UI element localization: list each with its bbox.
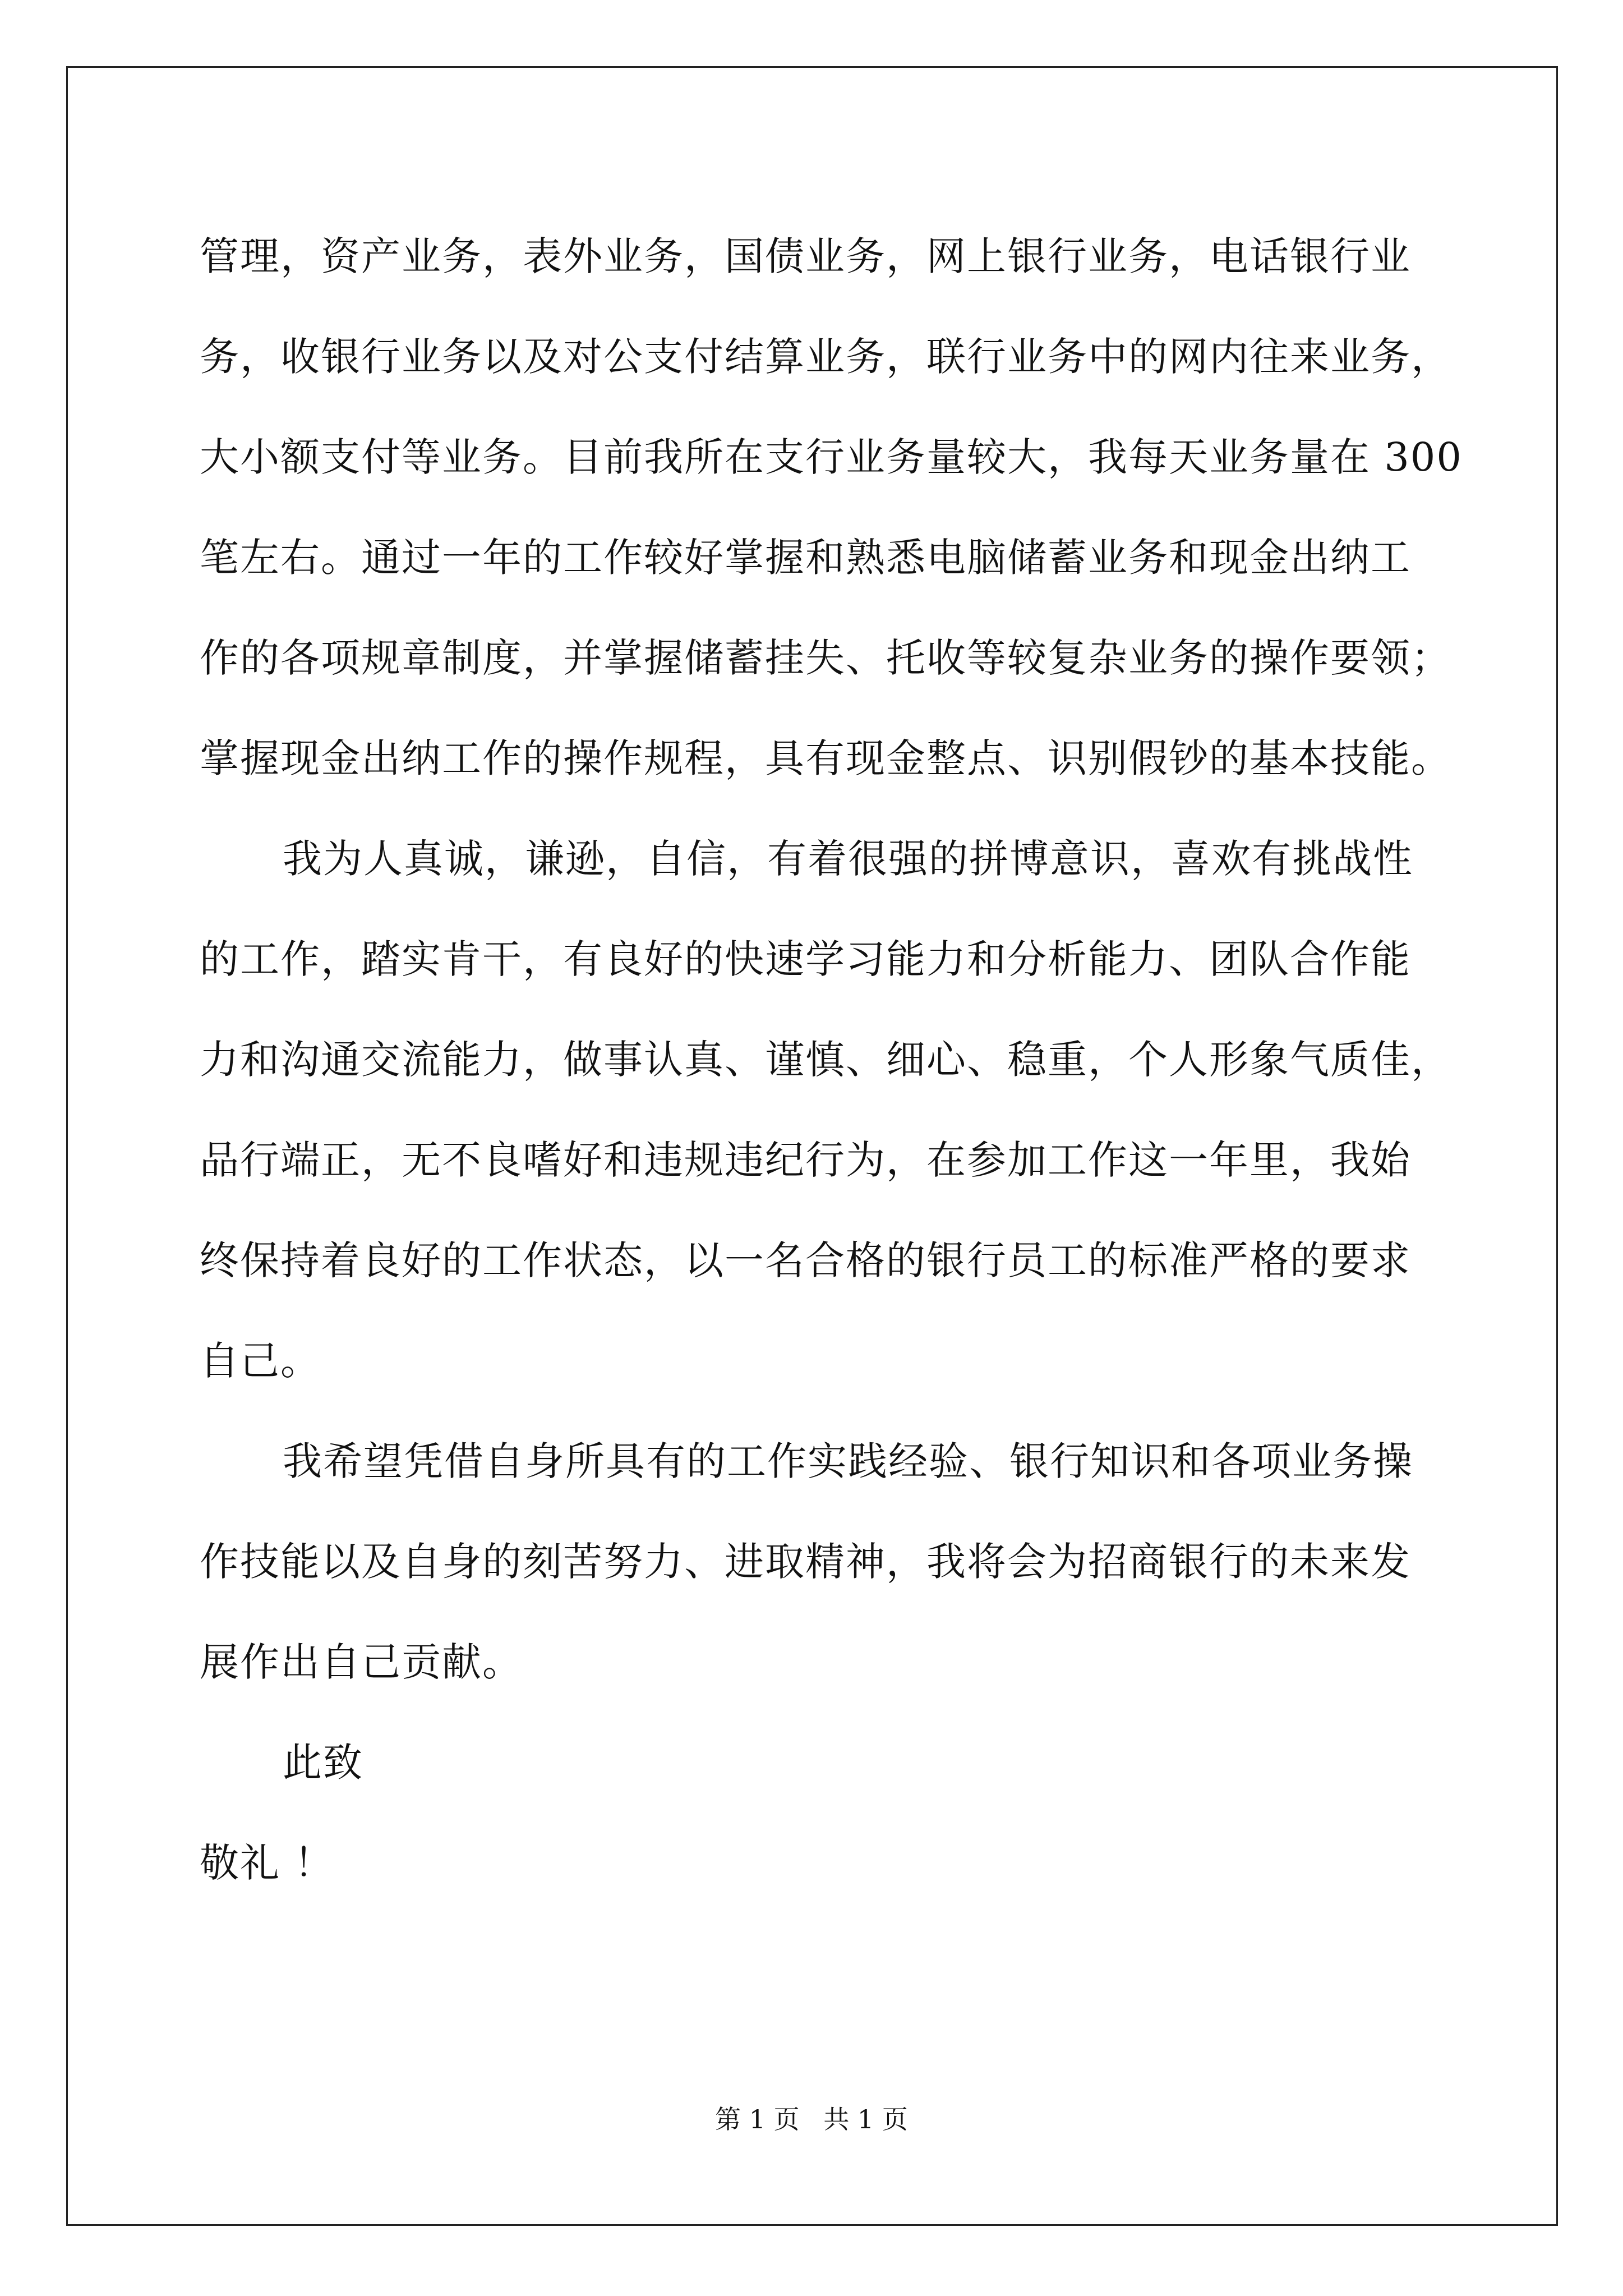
total-pages: 共 1 页 <box>823 2104 908 2134</box>
text-line: 管理，资产业务，表外业务，国债业务，网上银行业务，电话银行业 <box>200 233 1411 279</box>
closing-salutation: 此致 <box>283 1740 363 1786</box>
text-line: 务，收银行业务以及对公支付结算业务，联行业务中的网内往来业务， <box>200 334 1451 380</box>
text-line: 大小额支付等业务。目前我所在支行业务量较大，我每天业务量在 300 <box>200 434 1463 480</box>
paragraph-start-line: 我为人真诚，谦逊，自信，有着很强的拼博意识，喜欢有挑战性 <box>283 836 1413 882</box>
text-line: 终保持着良好的工作状态，以一名合格的银行员工的标准严格的要求 <box>200 1237 1411 1283</box>
text-line: 力和沟通交流能力，做事认真、谨慎、细心、稳重，个人形象气质佳， <box>200 1037 1451 1083</box>
text-line: 的工作，踏实肯干，有良好的快速学习能力和分析能力、团队合作能 <box>200 936 1411 982</box>
text-line: 自己。 <box>200 1338 321 1384</box>
text-line: 品行端正，无不良嗜好和违规违纪行为，在参加工作这一年里，我始 <box>200 1137 1411 1183</box>
letter-body <box>200 206 1463 1913</box>
text-line: 掌握现金出纳工作的操作规程，具有现金整点、识别假钞的基本技能。 <box>200 735 1451 781</box>
paragraph-start-line: 我希望凭借自身所具有的工作实践经验、银行知识和各项业务操 <box>283 1438 1413 1484</box>
page-footer <box>0 2102 1623 2136</box>
closing-regards: 敬礼 ！ <box>200 1840 335 1886</box>
page-number: 第 1 页 <box>715 2104 800 2134</box>
text-line: 笔左右。通过一年的工作较好掌握和熟悉电脑储蓄业务和现金出纳工 <box>200 535 1411 581</box>
text-line: 展作出自己贡献。 <box>200 1639 523 1685</box>
text-line: 作技能以及自身的刻苦努力、进取精神，我将会为招商银行的未来发 <box>200 1539 1411 1585</box>
text-line: 作的各项规章制度，并掌握储蓄挂失、托收等较复杂业务的操作要领； <box>200 635 1451 681</box>
